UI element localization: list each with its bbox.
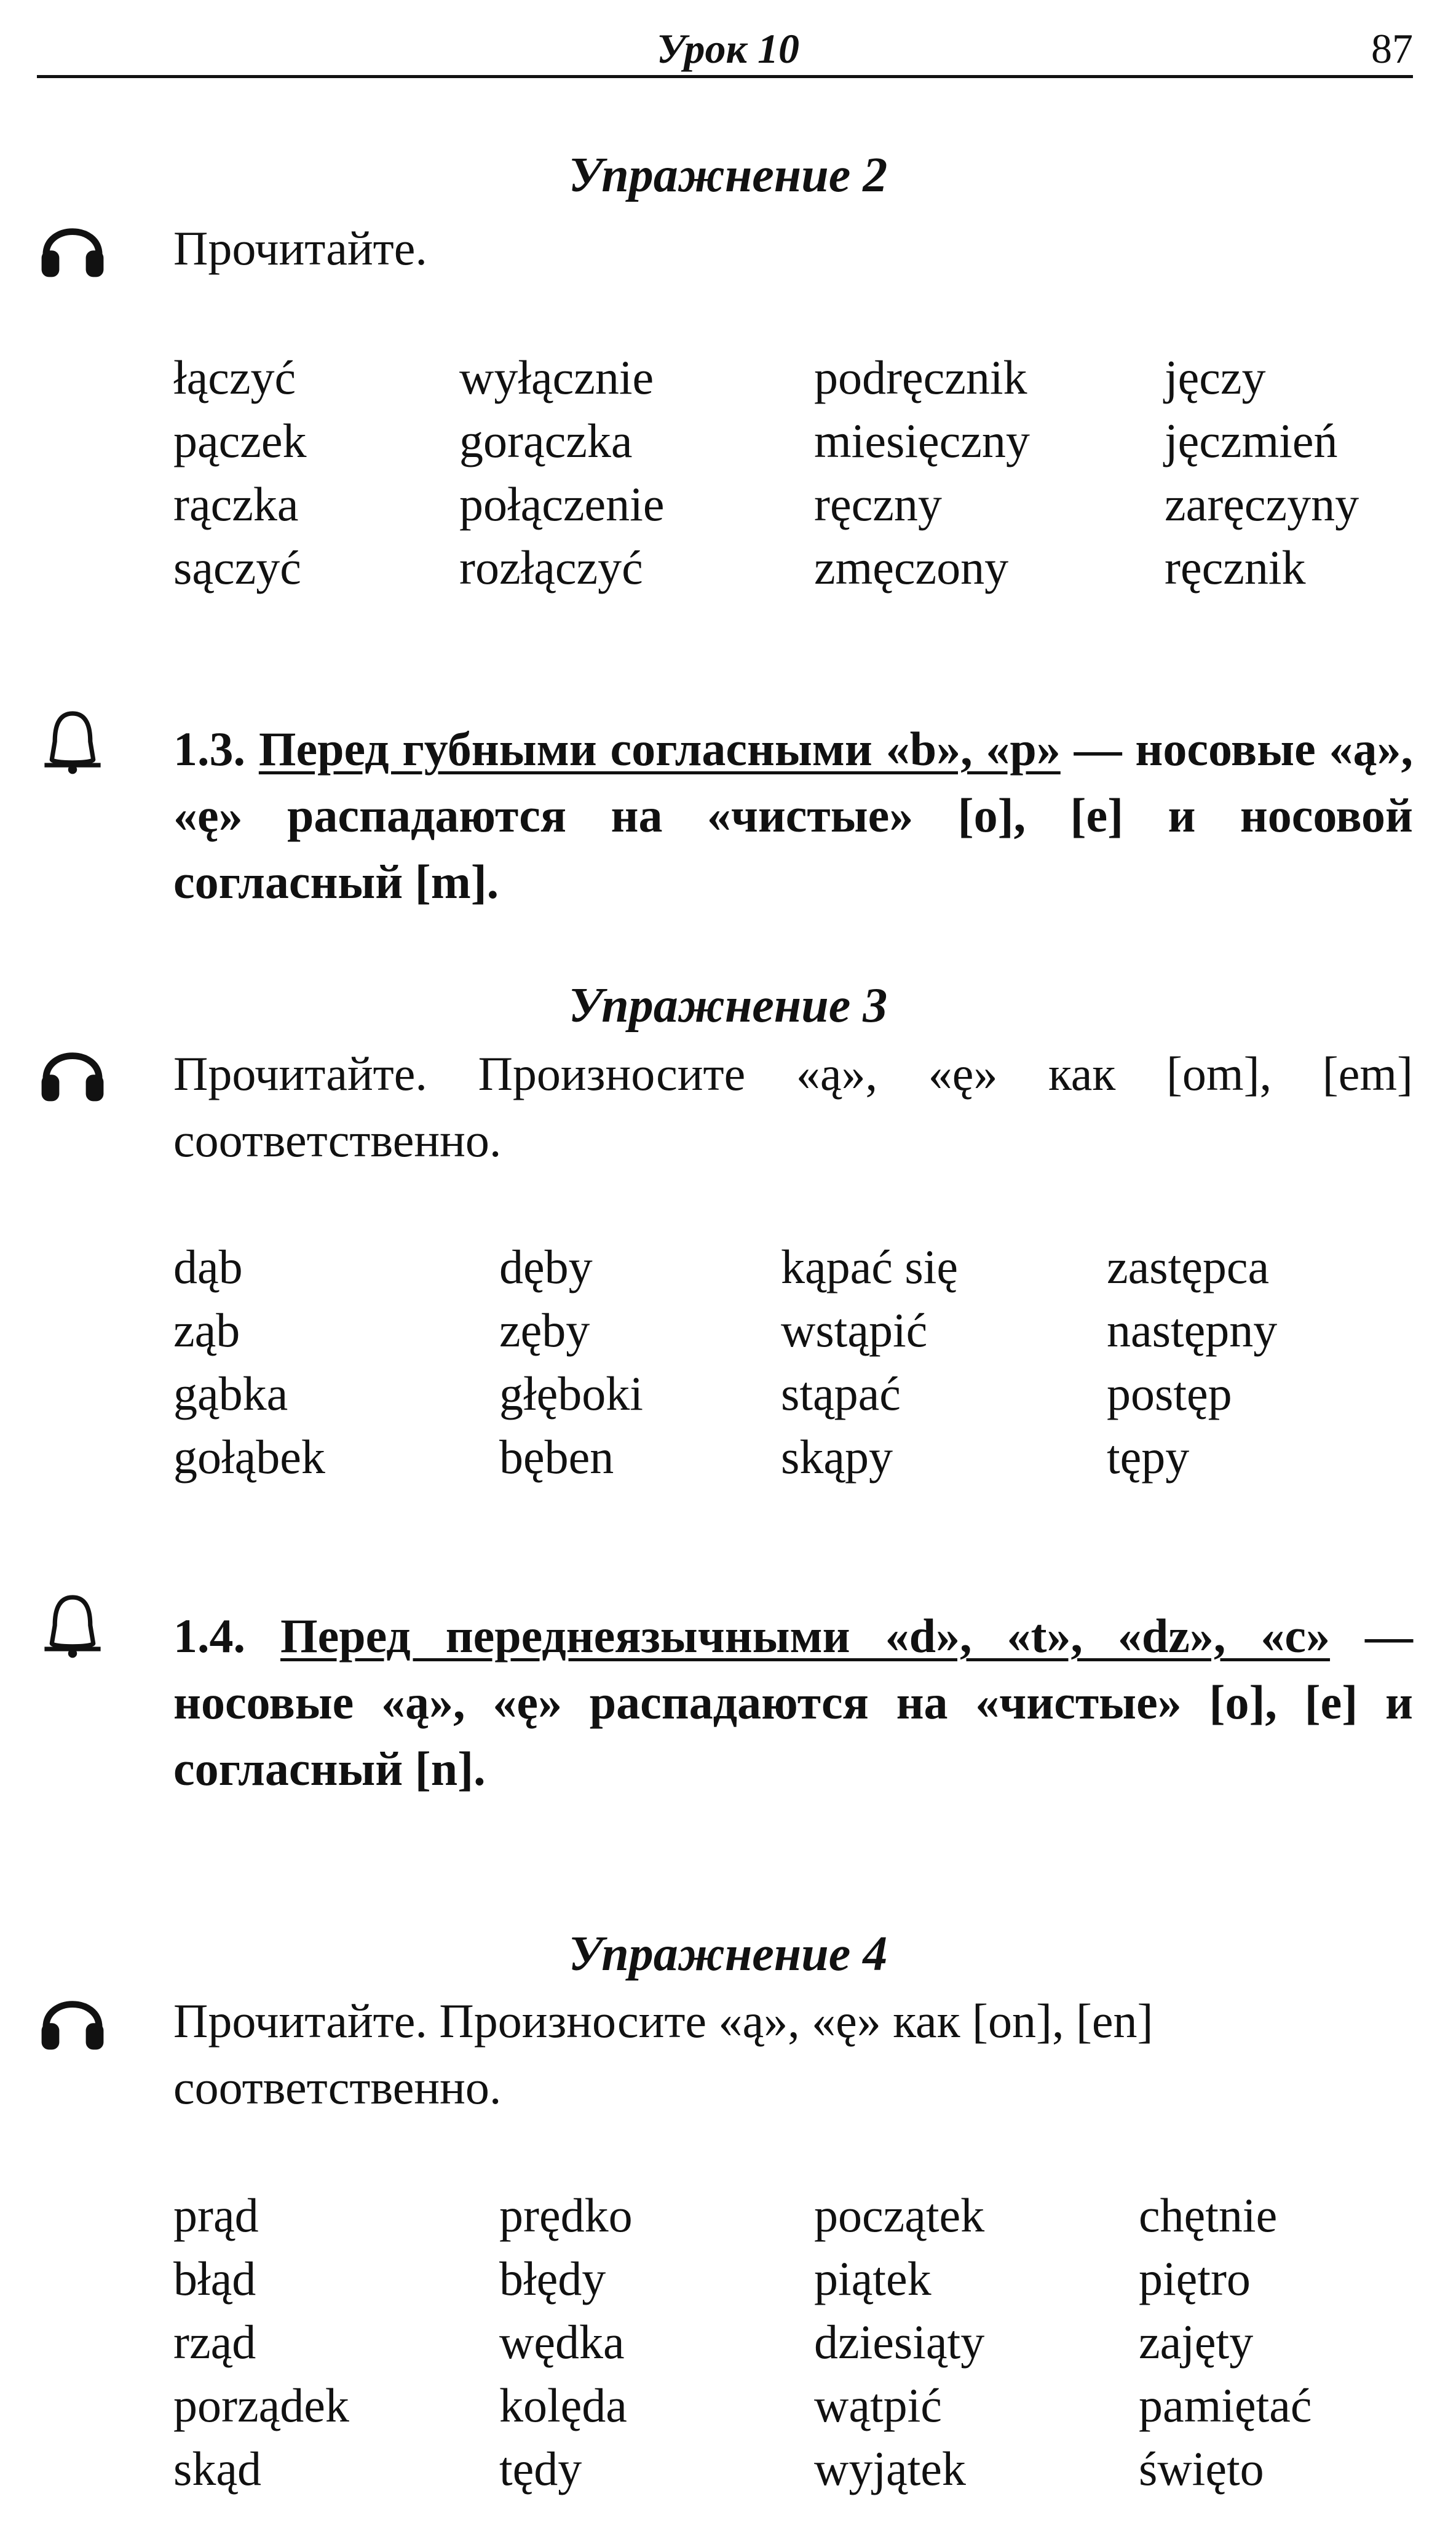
word: rząd <box>173 2315 256 2369</box>
word: bęben <box>499 1430 614 1484</box>
rule-body-text: — носовые «ą», «ę» распадаются на «чистые» [o], [e] и носовой согласный [m]. <box>173 722 1414 908</box>
rule-underlined-text: Перед переднеязычными «d», «t», «dz», «c» <box>280 1609 1331 1663</box>
page-number: 87 <box>1371 25 1413 72</box>
word-column-1 <box>173 1235 325 1488</box>
word: tępy <box>1107 1430 1190 1484</box>
word: skąd <box>173 2442 261 2495</box>
exercise-3-instruction: Прочитайте. Произносите «ą», «ę» как [om], [em] соответственно. <box>173 1047 1413 1167</box>
exercise-2-instruction: Прочитайте. <box>173 221 427 275</box>
word-column-4 <box>1165 346 1359 599</box>
running-head: Урок 10 <box>656 25 799 72</box>
word-column-3 <box>814 2183 984 2500</box>
word: następny <box>1107 1303 1278 1357</box>
word: głęboki <box>499 1367 643 1420</box>
word: wędka <box>499 2315 625 2369</box>
word-column-2 <box>499 1235 643 1488</box>
bell-icon <box>36 1590 109 1664</box>
word: piętro <box>1139 2252 1251 2305</box>
word: jęczmień <box>1165 414 1338 467</box>
rule-number: 1.3. <box>173 722 245 776</box>
word: prędko <box>499 2188 633 2242</box>
word: prąd <box>173 2188 259 2242</box>
headphones-icon <box>36 1982 109 2056</box>
word: kąpać się <box>781 1240 959 1293</box>
word: wątpić <box>814 2378 942 2432</box>
word-column-3 <box>814 346 1030 599</box>
word: gąbka <box>173 1367 288 1420</box>
word: święto <box>1139 2442 1264 2495</box>
word: dęby <box>499 1240 593 1293</box>
rule-1-4 <box>173 1603 1413 1802</box>
word: podręcznik <box>814 351 1027 404</box>
word: zmęczony <box>814 541 1009 594</box>
word: dziesiąty <box>814 2315 985 2369</box>
word: zajęty <box>1139 2315 1254 2369</box>
word: ręcznik <box>1165 541 1306 594</box>
word: wstąpić <box>781 1303 928 1357</box>
word: gołąbek <box>173 1430 325 1484</box>
word: łączyć <box>173 351 296 404</box>
rule-underlined-text: Перед губными согласными «b», «p» <box>258 722 1061 776</box>
word: zastępca <box>1107 1240 1270 1293</box>
word: połączenie <box>459 477 665 531</box>
word: wyjątek <box>814 2442 966 2495</box>
word-column-4 <box>1139 2183 1312 2500</box>
word: porządek <box>173 2378 349 2432</box>
word: zęby <box>499 1303 590 1357</box>
word: sączyć <box>173 541 301 594</box>
rule-body-text: — носовые «ą», «ę» распадаются на «чистые» [o], [e] и согласный [n]. <box>173 1609 1414 1795</box>
exercise-4-instruction: Прочитайте. Произносите «ą», «ę» как [on], [en] соответственно. <box>173 1994 1153 2114</box>
word-column-4 <box>1107 1235 1277 1488</box>
bell-icon <box>36 706 109 780</box>
word: jęczy <box>1165 351 1266 404</box>
header-rule <box>37 75 1413 78</box>
word: rączka <box>173 477 299 531</box>
word: stąpać <box>781 1367 901 1420</box>
word-column-2 <box>499 2183 633 2500</box>
rule-1-3 <box>173 716 1413 915</box>
word-column-2 <box>459 346 664 599</box>
word: błędy <box>499 2252 606 2305</box>
exercise-4-title: Упражнение 4 <box>568 1927 888 1981</box>
word-column-3 <box>781 1235 958 1488</box>
word: błąd <box>173 2252 256 2305</box>
headphones-icon <box>36 1033 109 1107</box>
word: początek <box>814 2188 985 2242</box>
word: pączek <box>173 414 307 467</box>
word: postęp <box>1107 1367 1232 1420</box>
word: skąpy <box>781 1430 893 1484</box>
exercise-2-title: Упражнение 2 <box>568 148 888 202</box>
word: wyłącznie <box>459 351 654 404</box>
word: zaręczyny <box>1165 477 1359 531</box>
word-column-1 <box>173 2183 349 2500</box>
word: miesięczny <box>814 414 1030 467</box>
exercise-3-title: Упражнение 3 <box>568 979 888 1033</box>
word-column-1 <box>173 346 306 599</box>
word: pamiętać <box>1139 2378 1312 2432</box>
word: ząb <box>173 1303 240 1357</box>
word: tędy <box>499 2442 582 2495</box>
word: gorączka <box>459 414 633 467</box>
word: piątek <box>814 2252 932 2305</box>
headphones-icon <box>36 209 109 283</box>
word: kolęda <box>499 2378 627 2432</box>
word: ręczny <box>814 477 942 531</box>
rule-number: 1.4. <box>173 1609 245 1663</box>
word: chętnie <box>1139 2188 1278 2242</box>
word: dąb <box>173 1240 243 1293</box>
word: rozłączyć <box>459 541 643 594</box>
